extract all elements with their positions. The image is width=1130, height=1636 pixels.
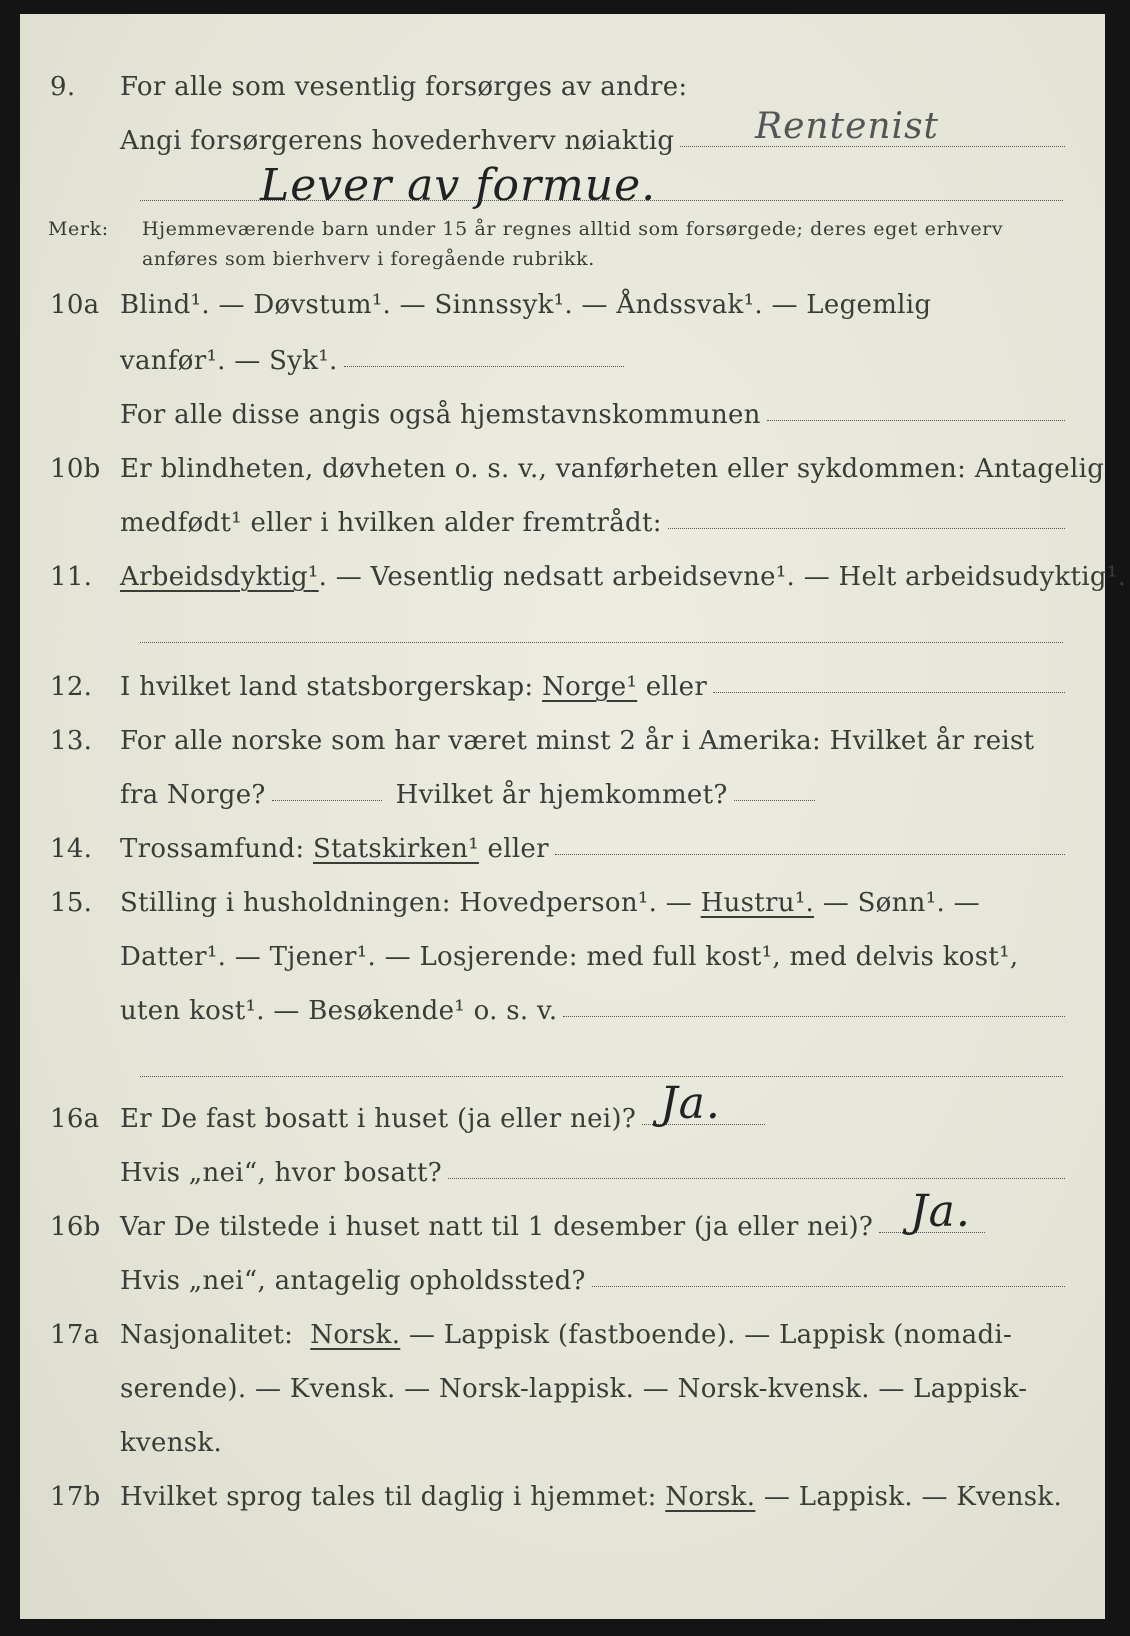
q16a-text2: Hvis „nei“, hvor bosatt? [120, 1158, 442, 1188]
q10b-dotted-line [668, 508, 1065, 529]
q10b-text2: medfødt¹ eller i hvilken alder fremtrådt: [120, 508, 662, 538]
q10a-dotted-line [344, 346, 624, 367]
q12-selected-option: Norge¹ [542, 672, 638, 702]
q12-text: I hvilket land statsborgerskap: [120, 672, 534, 702]
q15-selected-option: Hustru¹. [700, 888, 815, 918]
note-text1: Hjemmeværende barn under 15 år regnes alltid som forsørgede; deres eget erhverv [142, 218, 1004, 240]
q10a-number: 10a [50, 290, 100, 320]
q17a-label: Nasjonalitet: [120, 1320, 294, 1350]
q9-handwritten-provider: Rentenist [755, 106, 940, 147]
q16b-text2: Hvis „nei“, antagelig opholdssted? [120, 1266, 586, 1296]
q10a-text2: vanfør¹. — Syk¹. [120, 346, 338, 376]
q15-answer-line [140, 1076, 1063, 1077]
q9-number: 9. [50, 72, 76, 102]
q17b-number: 17b [50, 1482, 101, 1512]
q16b-whereabouts-line [592, 1266, 1065, 1287]
q9-answer-line [140, 200, 1063, 201]
q17a-number: 17a [50, 1320, 100, 1350]
q16a-residence-line [448, 1158, 1065, 1179]
q17a-text2: serende). — Kvensk. — Norsk-lappisk. — Norsk-kvensk. — Lappisk- [120, 1374, 1028, 1404]
q15-number: 15. [50, 888, 93, 918]
q16a-text1: Er De fast bosatt i huset (ja eller nei)? [120, 1104, 637, 1134]
q13-return-line [734, 780, 815, 801]
q12-eller: eller [645, 672, 708, 702]
q16a-handwritten-answer: Ja. [660, 1078, 721, 1129]
q17b-selected-option: Norsk. [665, 1482, 756, 1512]
q9-handwritten-answer: Lever av formue. [260, 160, 657, 211]
q14-selected-option: Statskirken¹ [312, 834, 479, 864]
q16a-number: 16a [50, 1104, 100, 1134]
q16b-handwritten-answer: Ja. [910, 1186, 971, 1237]
q14-number: 14. [50, 834, 93, 864]
note-text2: anføres som bierhverv i foregående rubrikk. [142, 248, 595, 270]
census-form-page [20, 14, 1127, 1619]
q11-text-rest: . — Vesentlig nedsatt arbeidsevne¹. — Helt arbeidsudyktig¹. [318, 562, 1127, 592]
q17a-text1: — Lappisk (fastboende). — Lappisk (nomadi- [408, 1320, 1013, 1350]
q10a-text1: Blind¹. — Døvstum¹. — Sinnssyk¹. — Åndssvak¹. — Legemlig [120, 290, 932, 320]
q9-text1: For alle som vesentlig forsørges av andre: [120, 72, 688, 102]
note-label: Merk: [48, 218, 109, 240]
q12-dotted-line [713, 672, 1065, 693]
q17a-text3: kvensk. [120, 1428, 223, 1458]
q17b-rest: — Lappisk. — Kvensk. [763, 1482, 1063, 1512]
q14-dotted-line [555, 834, 1065, 855]
q13-text2a: fra Norge? [120, 780, 266, 810]
q15-text2: Datter¹. — Tjener¹. — Losjerende: med full kost¹, med delvis kost¹, [120, 942, 1019, 972]
q15-text1b: — Sønn¹. — [822, 888, 980, 918]
q14-eller: eller [487, 834, 549, 864]
q13-text2b: Hvilket år hjemkommet? [395, 780, 728, 810]
q10b-number: 10b [50, 454, 101, 484]
q10b-text1: Er blindheten, døvheten o. s. v., vanførheten eller sykdommen: Antagelig [120, 454, 1105, 484]
q9-text2: Angi forsørgerens hovederhverv nøiaktig [120, 126, 675, 156]
q16b-text1: Var De tilstede i huset natt til 1 desember (ja eller nei)? [120, 1212, 874, 1242]
q17a-selected-option: Norsk. [310, 1320, 401, 1350]
q17b-text: Hvilket sprog tales til daglig i hjemmet: [120, 1482, 657, 1512]
q15-text1a: Stilling i husholdningen: Hovedperson¹. — [120, 888, 693, 918]
q15-dotted-line [563, 996, 1065, 1017]
q11-selected-option: Arbeidsdyktig¹ [120, 562, 319, 592]
q13-text1: For alle norske som har været minst 2 år i Amerika: Hvilket år reist [120, 726, 1035, 756]
q10a-text3: For alle disse angis også hjemstavnskommunen [120, 400, 761, 430]
q14-text: Trossamfund: [120, 834, 305, 864]
q11-answer-line [140, 642, 1063, 643]
q12-number: 12. [50, 672, 93, 702]
q10a-municipality-line [767, 400, 1065, 421]
q13-number: 13. [50, 726, 93, 756]
q15-text3: uten kost¹. — Besøkende¹ o. s. v. [120, 996, 558, 1026]
q16b-number: 16b [50, 1212, 101, 1242]
q11-number: 11. [50, 562, 93, 592]
q13-departure-line [272, 780, 382, 801]
